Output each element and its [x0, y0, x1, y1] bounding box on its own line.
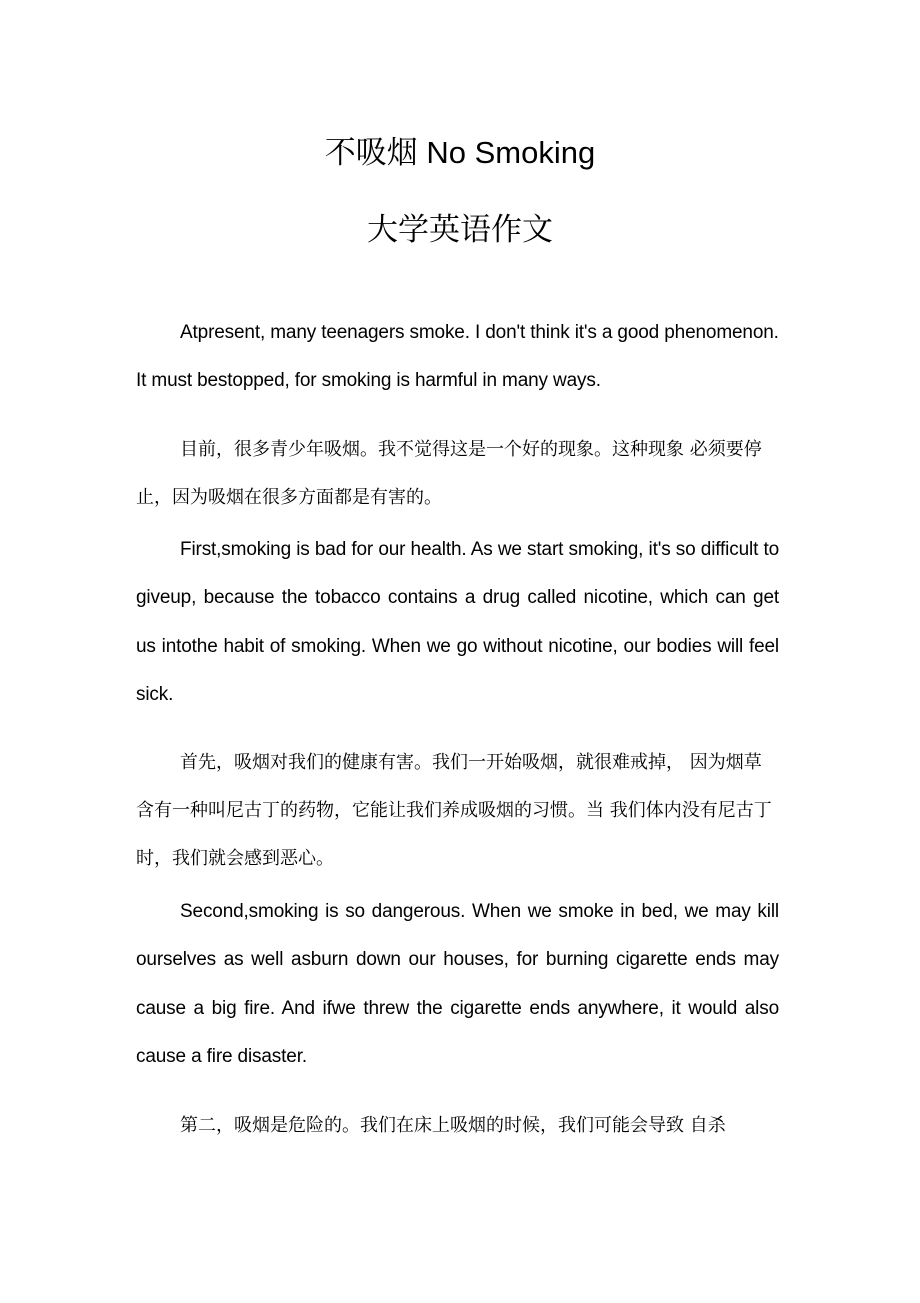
paragraph-second-zh: 第二，吸烟是危险的。我们在床上吸烟的时候，我们可能会导致 自杀	[180, 1115, 726, 1136]
document-subtitle: 大学英语作文	[367, 212, 553, 247]
paragraph-first-zh: 首先，吸烟对我们的健康有害。我们一开始吸烟，就很难戒掉， 因为烟草含有一种叫尼古丁的药物，它能让我们养成吸烟的习惯。当 我们体内没有尼古丁时，我们就会感到恶心。	[136, 752, 772, 869]
paragraph-first-en: First,smoking is bad for our health. As we start smoking, it's so difficult to giveup, because the tobacco contains a drug called nicotine, which can get us intothe habit of smoking. When we go without nicotine, our bodies will feel sick.	[136, 539, 779, 705]
document-title: 不吸烟 No Smoking	[324, 135, 596, 170]
paragraph-intro-zh: 目前，很多青少年吸烟。我不觉得这是一个好的现象。这种现象 必须要停止，因为吸烟在很多方面都是有害的。	[136, 439, 762, 508]
paragraph-intro-en: Atpresent, many teenagers smoke. I don't think it's a good phenomenon. It must bestopped, for smoking is harmful in many ways.	[136, 322, 779, 392]
paragraph-second-en: Second,smoking is so dangerous. When we smoke in bed, we may kill ourselves as well asburn down our houses, for burning cigarette ends may cause a big fire. And ifwe threw the cigarette ends anywhere, it would also cause a fire disaster.	[136, 901, 779, 1067]
